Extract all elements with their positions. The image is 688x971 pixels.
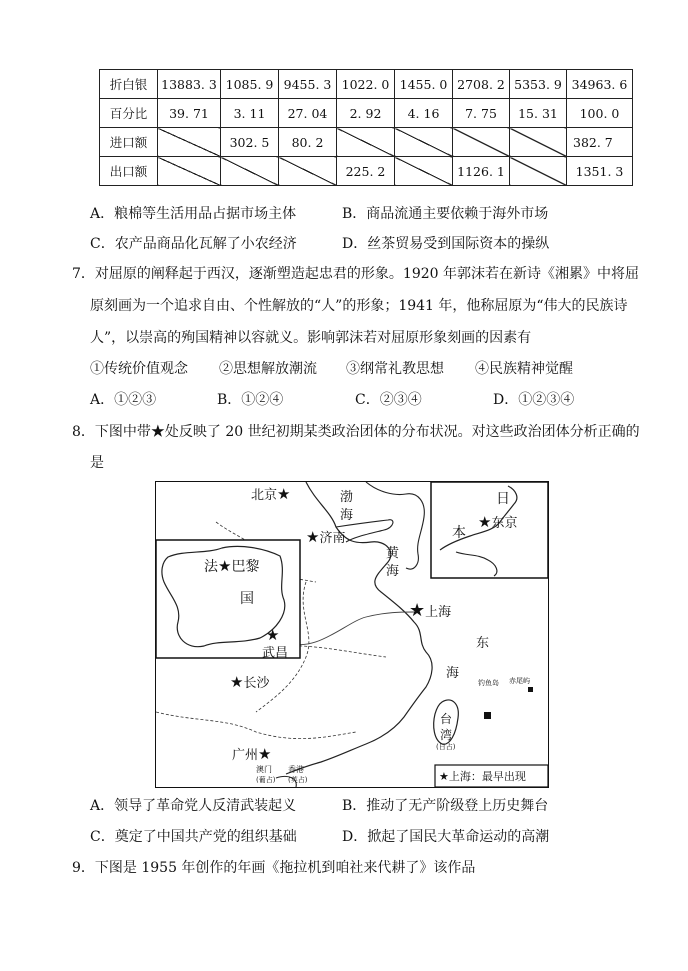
island-mark [528,687,533,692]
q8-stem-line-2: 是 [90,455,104,471]
city-label: 上海 [425,605,452,620]
taiwan-label-tai: 台 [440,712,453,726]
table-cell: 382. 7 [567,128,633,157]
q6-option-a[interactable]: A．粮棉等生活用品占据市场主体 [90,206,297,222]
city-label: 北京 [251,488,278,503]
table-cell: 39. 71 [158,99,221,128]
q8-option-a[interactable]: A．领导了革命党人反清武装起义 [90,798,297,814]
table-cell: 2708. 2 [453,70,510,99]
table-cell: 7. 75 [453,99,510,128]
sea-label: 海 [340,508,354,523]
table-cell: 1455. 0 [395,70,453,99]
star-icon: ★ [230,673,244,691]
q7-item-1: ①传统价值观念 [90,361,188,377]
political-groups-map [155,481,549,788]
city-label: 东京 [491,516,518,531]
star-icon: ★ [266,626,280,644]
table-cell: 4. 16 [395,99,453,128]
q7-stem-line-1: 7．对屈原的阐释起于西汉，逐渐塑造起忠君的形象。1920 年郭沫若在新诗《湘累》中将屈 [72,266,639,282]
japan-label-ben: 本 [452,525,466,541]
island-mark [484,712,491,719]
sea-label: 海 [386,564,400,579]
city-label: 广州 [232,748,259,763]
taiwan-note: (日占) [436,743,456,751]
q7-stem-line-2: 原刻画为一个追求自由、个性解放的“人”的形象；1941 年，他称屈原为“伟大的民族诗 [90,298,628,314]
row-label: 百分比 [100,99,158,128]
diagonal-cell [221,157,279,186]
map-city-shanghai [409,600,451,621]
sea-label: 东 [476,636,490,651]
star-icon: ★ [277,485,291,503]
q7-option-b[interactable]: B．①②④ [217,392,284,408]
table-cell: 5353. 9 [510,70,567,99]
q8-option-b[interactable]: B．推动了无产阶级登上历史舞台 [342,798,549,814]
star-icon: ★ [409,600,426,621]
map-city-jinan [306,527,345,546]
map-city-wuchang: 武昌 [262,646,289,661]
sea-label: 海 [446,666,460,681]
table-cell: 15. 31 [510,99,567,128]
map-city-tokyo [478,512,517,531]
q7-item-3: ③纲常礼教思想 [346,361,444,377]
row-label: 出口额 [100,157,158,186]
province-border [156,712,356,739]
country-label: 法 [204,559,218,575]
macau-label: 澳门 [256,765,272,774]
chiwei-label: 赤尾屿 [509,677,530,685]
diagonal-cell [395,157,453,186]
q7-option-a[interactable]: A．①②③ [90,392,157,408]
table-cell: 1351. 3 [567,157,633,186]
diagonal-cell [337,128,395,157]
q7-item-2: ②思想解放潮流 [219,361,317,377]
macau-note: (葡占) [256,776,276,784]
map-city-guangzhou [232,744,271,763]
hongkong-note: (英占) [288,776,308,784]
table-cell: 13883. 3 [158,70,221,99]
trade-table [99,69,633,186]
diagonal-cell [395,128,453,157]
table-cell: 1022. 0 [337,70,395,99]
table-cell: 27. 04 [279,99,337,128]
q9-stem: 9．下图是 1955 年创作的年画《拖拉机到咱社来代耕了》该作品 [72,860,476,876]
table-cell: 34963. 6 [567,70,633,99]
hongkong-label: 香港 [288,765,304,774]
table-row [100,157,633,186]
table-cell: 9455. 3 [279,70,337,99]
diagonal-cell [279,157,337,186]
q6-option-d[interactable]: D．丝茶贸易受到国际资本的操纵 [342,236,550,252]
star-icon: ★ [218,557,232,575]
star-icon: ★ [478,513,492,531]
table-cell: 2. 92 [337,99,395,128]
diagonal-cell [453,128,510,157]
row-label: 进口额 [100,128,158,157]
row-label: 折白银 [100,70,158,99]
q7-item-4: ④民族精神觉醒 [475,361,573,377]
sea-label: 渤 [340,490,354,505]
q8-option-c[interactable]: C．奠定了中国共产党的组织基础 [90,829,297,845]
china-coastline [286,482,432,774]
q7-option-d[interactable]: D．①②③④ [493,392,575,408]
table-cell: 80. 2 [279,128,337,157]
country-label-guo: 国 [240,591,254,607]
table-cell: 3. 11 [221,99,279,128]
city-label: 济南 [319,531,346,546]
city-label: 长沙 [243,676,270,691]
sea-label: 黄 [386,546,400,561]
q6-option-c[interactable]: C．农产品商品化瓦解了小农经济 [90,236,297,252]
star-icon: ★ [306,528,320,546]
table-cell: 225. 2 [337,157,395,186]
q8-stem-line-1: 8．下图中带★处反映了 20 世纪初期某类政治团体的分布状况。对这些政治团体分析正确的 [72,424,640,440]
japan-label: 日 [496,491,510,507]
table-cell: 100. 0 [567,99,633,128]
q7-stem-line-3: 人”，以崇高的殉国精神以容就义。影响郭沫若对屈原形象刻画的因素有 [90,330,532,346]
q8-option-d[interactable]: D．掀起了国民大革命运动的高潮 [342,829,550,845]
table-row [100,70,633,99]
diagonal-cell [510,157,567,186]
map-city-changsha [230,672,269,691]
diagonal-cell [510,128,567,157]
map-city-beijing [251,484,290,503]
table-cell: 1085. 9 [221,70,279,99]
city-label: 巴黎 [231,559,260,575]
table-cell: 1126. 1 [453,157,510,186]
table-cell: 302. 5 [221,128,279,157]
q6-option-b[interactable]: B．商品流通主要依赖于海外市场 [342,206,549,222]
diagonal-cell [158,157,221,186]
map-city-paris [204,556,259,576]
q7-option-c[interactable]: C．②③④ [355,392,422,408]
map-legend: ★上海：最早出现 [439,770,526,783]
star-icon: ★ [258,745,272,763]
taiwan-label-wan: 湾 [440,728,453,742]
table-row [100,99,633,128]
diaoyu-label: 钓鱼岛 [478,679,499,687]
table-row [100,128,633,157]
diagonal-cell [158,128,221,157]
